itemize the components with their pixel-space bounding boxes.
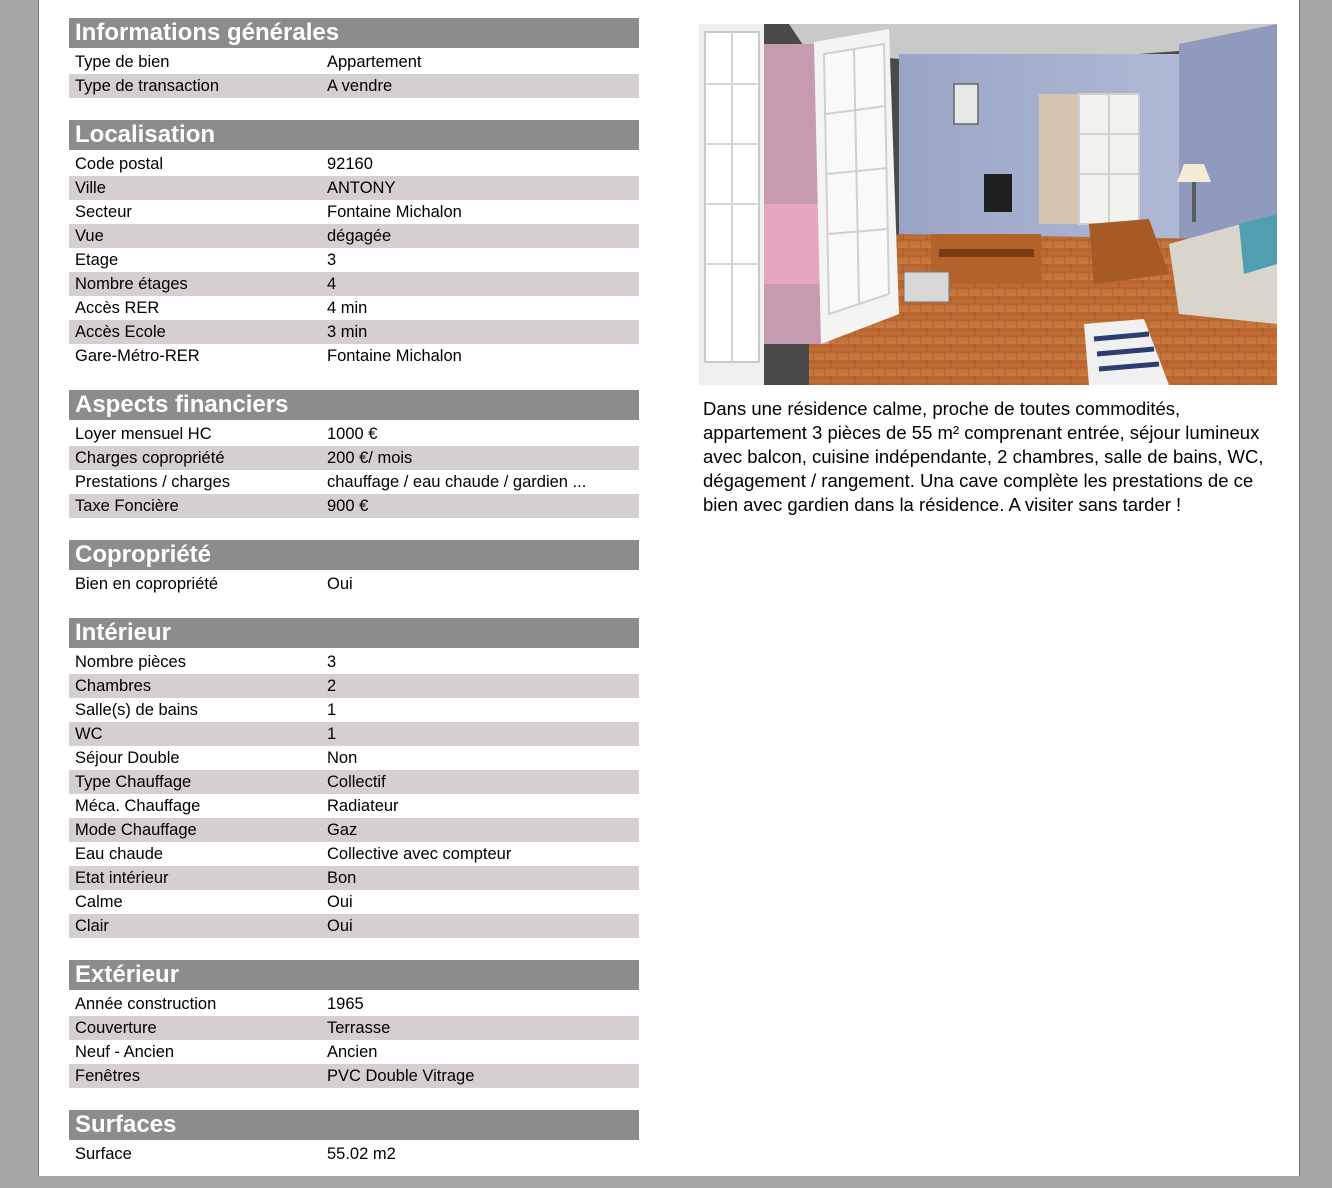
row-label: Surface (75, 1145, 132, 1163)
row-value: chauffage / eau chaude / gardien ... (327, 473, 587, 491)
property-summary (699, 24, 1277, 517)
table-row (69, 494, 639, 518)
table-row (69, 248, 639, 272)
table-row (69, 698, 639, 722)
property-details (69, 18, 639, 1188)
table-row (69, 866, 639, 890)
table-row (69, 320, 639, 344)
row-value: Oui (327, 893, 353, 911)
table-row (69, 470, 639, 494)
table-row (69, 572, 639, 596)
row-label: Bien en copropriété (75, 575, 219, 593)
section-copropriete (69, 540, 639, 596)
row-label: Séjour Double (75, 749, 180, 767)
table-row (69, 296, 639, 320)
row-value: Collectif (327, 773, 386, 791)
row-label: Salle(s) de bains (75, 701, 198, 719)
row-label: Code postal (75, 155, 164, 173)
row-label: Prestations / charges (75, 473, 230, 491)
scrollbar-track[interactable] (1300, 0, 1332, 1176)
row-value: 1965 (327, 995, 364, 1013)
table-row (69, 770, 639, 794)
row-label: Ville (75, 179, 106, 197)
section-localisation (69, 120, 639, 368)
row-value: 4 (327, 275, 337, 293)
row-label: Etat intérieur (75, 869, 169, 887)
section-title: Intérieur (69, 618, 639, 648)
table-row (69, 176, 639, 200)
section-aspects-financiers (69, 390, 639, 518)
row-label: Etage (75, 251, 119, 269)
row-value: Non (327, 749, 358, 767)
row-value: ANTONY (327, 179, 396, 197)
row-label: Type de bien (75, 53, 170, 71)
row-label: Fenêtres (75, 1067, 141, 1085)
row-value: 3 min (327, 323, 368, 341)
row-value: 900 € (327, 497, 369, 515)
row-value: Radiateur (327, 797, 399, 815)
row-label: Eau chaude (75, 845, 164, 863)
row-label: Mode Chauffage (75, 821, 197, 839)
row-value: 2 (327, 677, 337, 695)
row-value: Terrasse (327, 1019, 391, 1037)
row-label: Clair (75, 917, 109, 935)
row-label: Calme (75, 893, 123, 911)
document-page (38, 0, 1300, 1176)
table-row (69, 992, 639, 1016)
table-row (69, 890, 639, 914)
row-label: Nombre étages (75, 275, 188, 293)
table-row (69, 446, 639, 470)
row-value: Ancien (327, 1043, 378, 1061)
property-description: Dans une résidence calme, proche de toutes commodités, appartement 3 pièces de 55 m² comprenant entrée, séjour lumineux avec balcon, cuisine indépendante, 2 chambres, salle de bains, WC, dégagement / rangement. Una cave complète les prestations de ce bien avec gardien dans la résidence. A visiter sans tarder ! (703, 398, 1264, 515)
table-row (69, 746, 639, 770)
section-exterieur (69, 960, 639, 1088)
row-label: Nombre pièces (75, 653, 186, 671)
row-label: Année construction (75, 995, 217, 1013)
table-row (69, 674, 639, 698)
row-label: Taxe Foncière (75, 497, 179, 515)
table-row (69, 722, 639, 746)
row-label: Type de transaction (75, 77, 220, 95)
table-row (69, 50, 639, 74)
section-interieur (69, 618, 639, 938)
property-photo (699, 24, 1277, 385)
table-row (69, 1142, 639, 1166)
row-value: Oui (327, 917, 353, 935)
section-title: Surfaces (69, 1110, 639, 1140)
row-value: 1 (327, 725, 337, 743)
row-label: Loyer mensuel HC (75, 425, 212, 443)
section-title: Aspects financiers (69, 390, 639, 420)
row-label: Charges copropriété (75, 449, 225, 467)
row-label: Accès Ecole (75, 323, 166, 341)
row-label: Chambres (75, 677, 152, 695)
row-label: Couverture (75, 1019, 157, 1037)
row-label: Méca. Chauffage (75, 797, 201, 815)
table-row (69, 794, 639, 818)
table-row (69, 914, 639, 938)
row-value: PVC Double Vitrage (327, 1067, 475, 1085)
row-label: Secteur (75, 203, 132, 221)
section-title: Copropriété (69, 540, 639, 570)
row-label: Neuf - Ancien (75, 1043, 175, 1061)
row-value: dégagée (327, 227, 392, 245)
table-row (69, 344, 639, 368)
table-row (69, 1016, 639, 1040)
section-surfaces (69, 1110, 639, 1166)
row-value: Fontaine Michalon (327, 203, 462, 221)
row-value: 1 (327, 701, 337, 719)
row-value: Bon (327, 869, 357, 887)
row-value: 4 min (327, 299, 368, 317)
table-row (69, 152, 639, 176)
table-row (69, 1040, 639, 1064)
table-row (69, 74, 639, 98)
row-value: 200 €/ mois (327, 449, 413, 467)
row-label: Vue (75, 227, 104, 245)
table-row (69, 200, 639, 224)
row-value: Collective avec compteur (327, 845, 512, 863)
table-row (69, 1064, 639, 1088)
row-value: Gaz (327, 821, 358, 839)
row-value: A vendre (327, 77, 393, 95)
table-row (69, 650, 639, 674)
row-label: Type Chauffage (75, 773, 192, 791)
row-value: 55.02 m2 (327, 1145, 396, 1163)
table-row (69, 224, 639, 248)
table-row (69, 272, 639, 296)
row-label: WC (75, 725, 103, 743)
section-title: Informations générales (69, 18, 639, 48)
section-informations-generales (69, 18, 639, 98)
row-value: 3 (327, 251, 337, 269)
table-row (69, 818, 639, 842)
section-title: Extérieur (69, 960, 639, 990)
row-value: Oui (327, 575, 353, 593)
section-title: Localisation (69, 120, 639, 150)
row-value: Appartement (327, 53, 422, 71)
table-row (69, 422, 639, 446)
row-value: 1000 € (327, 425, 378, 443)
row-value: 92160 (327, 155, 373, 173)
row-value: 3 (327, 653, 337, 671)
row-label: Gare-Métro-RER (75, 347, 200, 365)
row-value: Fontaine Michalon (327, 347, 462, 365)
table-row (69, 842, 639, 866)
row-label: Accès RER (75, 299, 160, 317)
